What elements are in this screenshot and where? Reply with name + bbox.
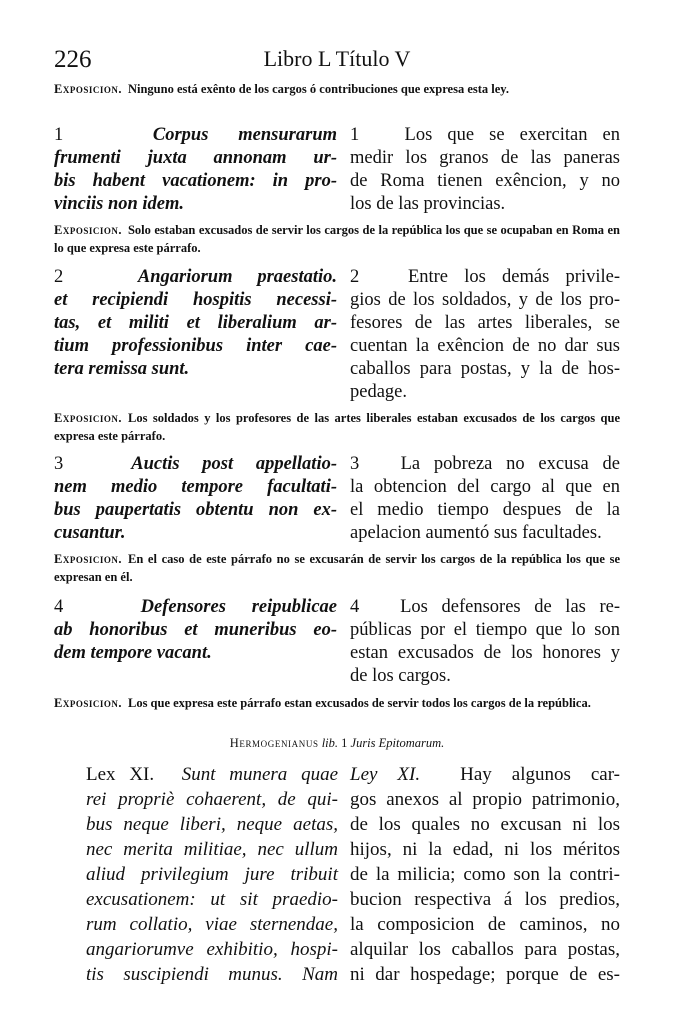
latin-line: tera remissa sunt. [54,359,190,379]
latin-line: dem tempore vacant. [54,643,212,663]
latin-line: rei propriè cohaerent, de qui- [86,789,338,810]
latin-line: 1 Corpus mensurarum [54,125,338,145]
spanish-line: bucion respectiva á los predios, [350,889,620,910]
latin-line: ab honoribus et muneribus eo- [54,620,337,640]
latin-line: Lex XI. Sunt munera quae [86,764,339,785]
source-author: Hermogenianus [229,736,319,750]
lex-heading: Lex XI. [86,764,155,785]
latin-line: rum collatio, viae sternendae, [86,914,338,935]
spanish-line: el medio tiempo despues de la [350,500,620,520]
spanish-line: 1 Los que se exercitan en [350,125,621,145]
latin-line: angariorumve exhibitio, hospi- [86,939,338,960]
exposicion-label: Exposicion. [54,223,122,237]
exposicion-label: Exposicion. [54,82,122,96]
latin-line: frumenti juxta annonam ur- [54,148,337,168]
source-number: 1 [341,736,348,750]
spanish-paragraph [350,124,620,216]
paragraph-number: 3 [54,454,64,474]
spanish-line: de los quales no excusan ni los [350,814,620,835]
latin-line: bus neque liberi, neque aetas, [86,814,338,835]
exposicion-block [54,550,620,586]
latin-line: tas, et militi et liberalium ar- [54,313,337,333]
spanish-line: de Roma tienen exêncion, y no [350,171,620,191]
spanish-line: estan excusados de los honores y [350,643,620,663]
spanish-line: apelacion aumentó sus facultades. [350,523,602,543]
latin-paragraph [54,596,337,665]
spanish-line: 2 Entre los demás privile- [350,267,620,287]
spanish-paragraph [350,453,620,545]
spanish-line: gios de los soldados, y de los pro- [350,290,620,310]
latin-line: bis habent vacationem: in pro- [54,171,337,191]
exposicion-block [54,80,620,98]
exposicion-label: Exposicion. [54,552,122,566]
spanish-line: 4 Los defensores de las re- [350,597,621,617]
spanish-line: fesores de las artes liberales, se [350,313,620,333]
source-lib: lib. [321,736,339,750]
paragraph-number: 3 [350,454,360,474]
latin-line: nem medio tempore facultati- [54,477,337,497]
exposicion-block [54,694,620,712]
paragraph-number: 1 [350,125,360,145]
latin-line: 4 Defensores reipublicae [54,597,337,617]
latin-line: bus paupertatis obtentu non ex- [54,500,337,520]
ley-heading: Ley XI. [350,764,421,785]
spanish-line: Ley XI. Hay algunos car- [350,764,621,785]
paragraph-number: 1 [54,125,64,145]
spanish-paragraph [350,266,620,404]
exposicion-block [54,221,620,257]
latin-line: tium professionibus inter cae- [54,336,337,356]
spanish-line: públicas por el tiempo que lo son [350,620,620,640]
spanish-line: caballos para postas, y la de hos- [350,359,620,379]
running-title: Libro L Título V [263,46,411,71]
page-header [54,38,620,74]
source-work: Juris Epitomarum. [350,736,445,750]
source-citation [54,736,620,751]
latin-line: excusationem: ut sit praedio- [86,889,338,910]
latin-paragraph [54,124,337,216]
latin-line: 3 Auctis post appellatio- [54,454,337,474]
latin-line: et recipiendi hospitis necessi- [54,290,337,310]
latin-paragraph [54,453,337,545]
spanish-line: ni dar hospedage; porque de es- [350,964,620,985]
spanish-line: de los cargos. [350,666,451,686]
latin-line: nec merita militiae, nec ullum [86,839,338,860]
exposicion-text: Los que expresa este párrafo estan excusados de servir todos los cargos de la república. [127,696,591,710]
exposicion-text: Los soldados y los profesores de las artes liberales estaban excusados de los cargos que expresa este párrafo. [54,411,620,443]
spanish-line: los de las provincias. [350,194,506,214]
latin-paragraph [54,266,337,381]
exposicion-label: Exposicion. [54,696,122,710]
spanish-line: hijos, ni la edad, ni los méritos [350,839,620,860]
spanish-line: de la milicia; como son la contri- [350,864,620,885]
paragraph-number: 4 [350,597,360,617]
spanish-line: cuentan la exêncion de no dar sus [350,336,620,356]
spanish-line: medir los granos de las paneras [350,148,620,168]
paragraph-number: 4 [54,597,64,617]
paragraph-number: 2 [54,267,64,287]
spanish-line: gos anexos al propio patrimonio, [350,789,620,810]
exposicion-block [54,409,620,445]
spanish-line: 3 La pobreza no excusa de [350,454,620,474]
spanish-line: alquilar los caballos para postas, [350,939,620,960]
spanish-line: pedage. [350,382,408,402]
lex-spanish-text [350,762,620,987]
latin-line: aliud privilegium jure tribuit [86,864,338,885]
latin-line: cusantur. [54,523,126,543]
spanish-paragraph [350,596,620,688]
spanish-line: la composicion de caminos, no [350,914,620,935]
spanish-line: la obtencion del cargo al que en [350,477,620,497]
exposicion-text: En el caso de este párrafo no se excusarán de servir los cargos de la república los que se expresan en él. [54,552,620,584]
exposicion-label: Exposicion. [54,411,122,425]
page-number: 226 [54,46,92,73]
latin-line: tis suscipiendi munus. Nam [86,964,338,985]
latin-line: vinciis non idem. [54,194,185,214]
exposicion-text: Solo estaban excusados de servir los cargos de la república los que se ocupaban en Roma en lo que expresa este párrafo. [54,223,620,255]
paragraph-number: 2 [350,267,360,287]
exposicion-text: Ninguno está exênto de los cargos ó contribuciones que expresa esta ley. [127,82,509,96]
latin-line: 2 Angariorum praestatio. [54,267,337,287]
lex-latin-text [86,762,338,987]
